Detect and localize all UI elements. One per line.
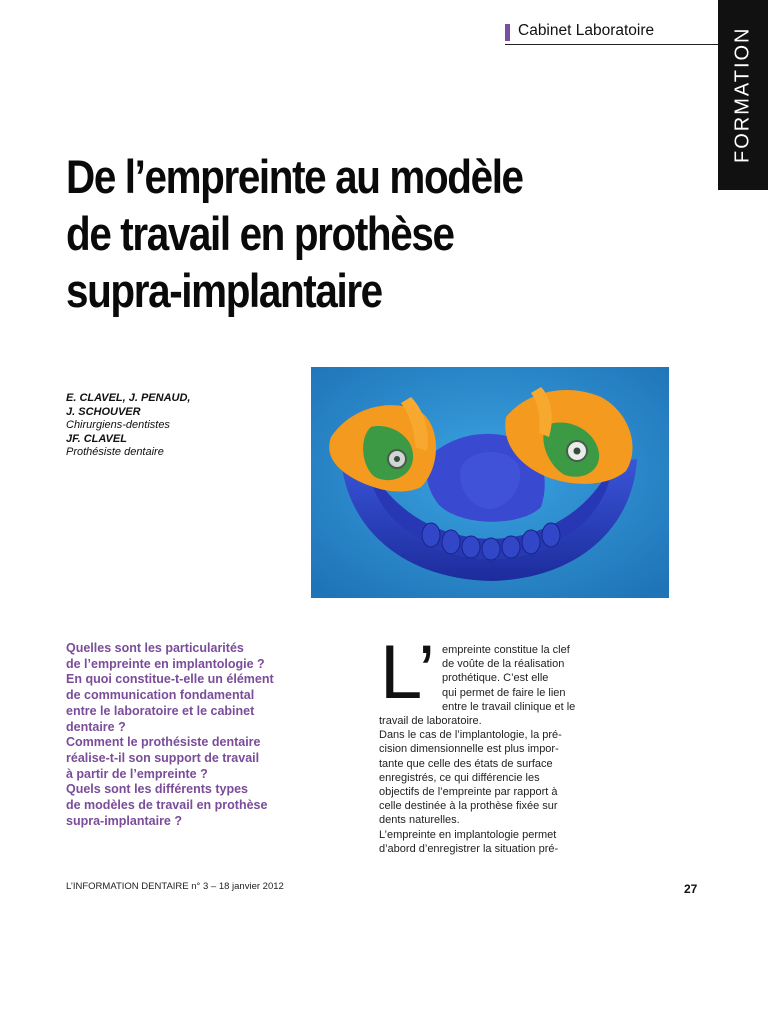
page-number: 27 [684,882,698,896]
author-name: JF. CLAVEL [66,432,127,445]
journal-footer: L’INFORMATION DENTAIRE n° 3 – 18 janvier 2012 [66,881,284,892]
question-line: En quoi constitue-t-elle un élément [66,672,274,687]
author-block [66,392,190,460]
author-name: J. SCHOUVER [66,405,141,418]
section-rubric [505,22,720,45]
question-line: supra-implantaire ? [66,813,182,828]
title-line: de travail en prothèse [66,207,454,260]
question-line: de l’empreinte en implantologie ? [66,656,265,671]
lead-questions [66,641,326,829]
body-line: travail de laboratoire. [379,715,482,728]
body-line: de voûte de la réalisation [442,658,565,671]
body-line: objectifs de l’empreinte par rapport à [379,786,558,799]
body-line: L’empreinte en implantologie permet [379,828,557,841]
formation-tab-label: FORMATION [731,26,754,164]
body-line: enregistrés, ce qui différencie les [379,771,540,784]
article-title [66,148,599,319]
rubric-label: Cabinet Laboratoire [518,22,655,39]
rubric-accent-bar [505,24,510,41]
question-line: réalise-t-il son support de travail [66,750,260,765]
body-line: empreinte constitue la clef [442,644,570,656]
title-line: De l’empreinte au modèle [66,150,523,203]
author-name: E. CLAVEL, J. PENAUD, [66,392,191,404]
question-line: entre le laboratoire et le cabinet [66,703,255,718]
question-line: Quels sont les différents types [66,782,248,797]
body-line: qui permet de faire le lien [442,686,566,699]
body-line: d’abord d’enregistrer la situation pré- [379,842,559,855]
question-line: de modèles de travail en prothèse [66,798,268,813]
body-line: prothétique. C’est elle [442,672,549,685]
body-line: cision dimensionnelle est plus impor- [379,743,559,756]
body-line: dents naturelles. [379,814,460,827]
author-role: Prothésiste dentaire [66,446,164,458]
dental-impression-photo [311,367,669,598]
body-line: celle destinée à la prothèse fixée sur [379,800,558,813]
question-line: Comment le prothésiste dentaire [66,735,261,750]
formation-tab [718,0,768,190]
author-role: Chirurgiens-dentistes [66,419,170,431]
body-line: entre le travail clinique et le [442,700,576,713]
question-line: de communication fondamental [66,688,255,703]
drop-cap: L’ [380,630,435,715]
body-line: Dans le cas de l’implantologie, la pré- [379,729,562,742]
title-line: supra-implantaire [66,264,382,317]
question-line: dentaire ? [66,719,126,734]
question-line: à partir de l’empreinte ? [66,766,208,781]
question-line: Quelles sont les particularités [66,641,244,655]
body-text [379,643,588,856]
body-line: tante que celle des états de surface [379,757,553,770]
